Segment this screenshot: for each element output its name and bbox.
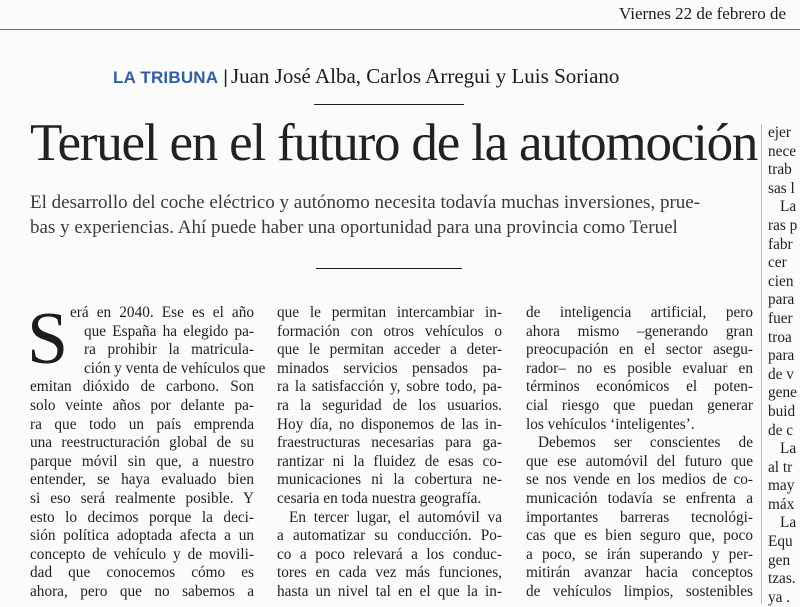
column-line: sión política adoptada afecta a un — [30, 527, 254, 545]
column-line: para — [768, 347, 795, 365]
column-divider — [761, 124, 762, 604]
column-line: los vehículos ‘inteligentes’. — [526, 415, 695, 433]
column-line: que le permitan intercambiar in- — [277, 304, 502, 321]
column-line: se nos vende en los medios de co- — [526, 471, 753, 489]
article-column-3 — [526, 304, 753, 602]
column-line: buid — [768, 402, 796, 420]
column-line: co a poco relevará a los conduc- — [277, 545, 502, 563]
column-line: parque móvil sin que, a nuestro — [30, 452, 254, 470]
column-line: ción y venta de vehículos que — [84, 359, 266, 377]
article-column-2 — [277, 304, 502, 602]
column-line: Debemos ser conscientes de — [538, 434, 753, 452]
drop-cap: S — [27, 298, 69, 380]
column-line: may — [768, 477, 795, 495]
column-line: a poco, se irán superando y per- — [526, 545, 753, 563]
column-line: municación todavía se enfrenta a — [526, 489, 753, 507]
adjacent-article-column — [768, 124, 800, 607]
column-line: troa — [768, 328, 792, 346]
column-line: ra la satisfacción y, sobre todo, pa- — [277, 378, 502, 396]
column-line: gene — [768, 384, 797, 402]
column-line: solo veinte años por delante pa- — [30, 396, 254, 414]
column-line: ra prohibir la matricula- — [84, 341, 254, 359]
column-line: si eso será realmente posible. Y — [30, 489, 254, 507]
column-line: trab — [768, 161, 792, 179]
column-line: dad que conocemos cómo es — [30, 564, 254, 582]
column-line: fraestructuras necesarias para ga- — [277, 434, 502, 452]
column-line: términos económicos el poten- — [526, 378, 753, 396]
column-line: máx — [768, 495, 795, 513]
column-line: ya . — [768, 588, 791, 606]
lead-line: bas y experiencias. Ahí puede haber una oportunidad para una provincia como Teruel — [30, 217, 678, 238]
column-line: ahora, pero que no sabemos a — [30, 582, 254, 600]
column-line: de c — [768, 421, 794, 439]
column-line: cial riesgo que puedan generar — [526, 396, 753, 414]
column-line: que ese automóvil del futuro que — [526, 452, 753, 470]
column-line: al tr — [768, 458, 793, 476]
byline-separator: | — [223, 67, 228, 87]
column-line: fuer — [768, 309, 793, 327]
column-line: esto lo decimos porque la deci- — [30, 508, 254, 526]
lead-divider-rule — [316, 268, 462, 269]
column-line: de inteligencia artificial, pero — [526, 304, 753, 321]
column-line: ra la seguridad de los usuarios. — [277, 396, 502, 414]
column-line: ejer — [768, 124, 791, 141]
column-line: minados servicios pensados pa- — [277, 359, 502, 377]
column-line: para — [768, 291, 795, 309]
column-line: En tercer lugar, el automóvil va — [289, 508, 502, 526]
date-header-bar — [0, 0, 800, 30]
column-line: mitirán avanzar hacia conceptos — [526, 564, 753, 582]
column-line: cer — [768, 254, 787, 272]
column-line: La — [780, 198, 797, 216]
column-line: emitan dióxido de carbono. Son — [30, 378, 254, 396]
column-line: ras p — [768, 216, 798, 234]
column-line: La — [780, 514, 797, 532]
column-line: ahora mismo –generando gran — [526, 322, 753, 340]
column-line: una reestructuración global de su — [30, 434, 254, 452]
byline-authors: Juan José Alba, Carlos Arregui y Luis Soriano — [230, 64, 620, 88]
column-line: de v — [768, 365, 794, 383]
column-line: municaciones ni la cobertura ne- — [277, 471, 502, 489]
lead-paragraph — [30, 190, 750, 240]
column-line: La — [780, 440, 797, 458]
column-line: erá en 2040. Ese es el año — [70, 304, 254, 321]
column-line: importantes barreras tecnológi- — [526, 508, 753, 526]
column-line: rantizar ni la fluidez de esas co- — [277, 452, 502, 470]
column-line: tores en cada vez más funciones, — [277, 564, 502, 582]
column-line: rador– no es posible evaluar en — [526, 359, 753, 377]
column-line: Equ — [768, 533, 793, 551]
column-line: que España ha elegido pa- — [84, 322, 254, 340]
column-line: sas l — [768, 179, 795, 197]
column-line: que le permitan acceder a deter- — [277, 341, 502, 359]
column-line: a automatizar su conducción. Po- — [277, 527, 502, 545]
column-line: cien — [768, 272, 794, 290]
column-line: cesaria en toda nuestra geografía. — [277, 489, 482, 507]
headline: Teruel en el futuro de la automoción — [30, 114, 758, 172]
column-line: gen — [768, 551, 791, 569]
column-line: ra que todo un país emprenda — [30, 415, 254, 433]
column-line: concepto de vehículo y de movili- — [30, 545, 254, 563]
section-label: LA TRIBUNA — [113, 68, 219, 87]
article-column-1 — [30, 304, 266, 602]
column-line: cas que es bien seguro que, poco — [526, 527, 753, 545]
column-line: preocupación en el sector asegu- — [526, 341, 753, 359]
issue-date: Viernes 22 de febrero de — [619, 4, 787, 23]
column-line: de vehículos limpios, sostenibles — [526, 582, 753, 600]
column-line: formación con otros vehículos o — [277, 322, 502, 340]
column-line: nece — [768, 142, 797, 160]
byline — [113, 64, 619, 89]
column-line: hasta un nivel tal en el que la in- — [277, 582, 502, 600]
column-line: entender, se haya evaluado bien — [30, 471, 254, 489]
column-line: tzas. — [768, 570, 796, 588]
column-line: fabr — [768, 235, 793, 253]
byline-underline-rule — [314, 104, 464, 105]
column-line: Hoy día, no disponemos de las in- — [277, 415, 502, 433]
lead-line: El desarrollo del coche eléctrico y autónomo necesita todavía muchas inversiones, prue- — [30, 192, 701, 213]
